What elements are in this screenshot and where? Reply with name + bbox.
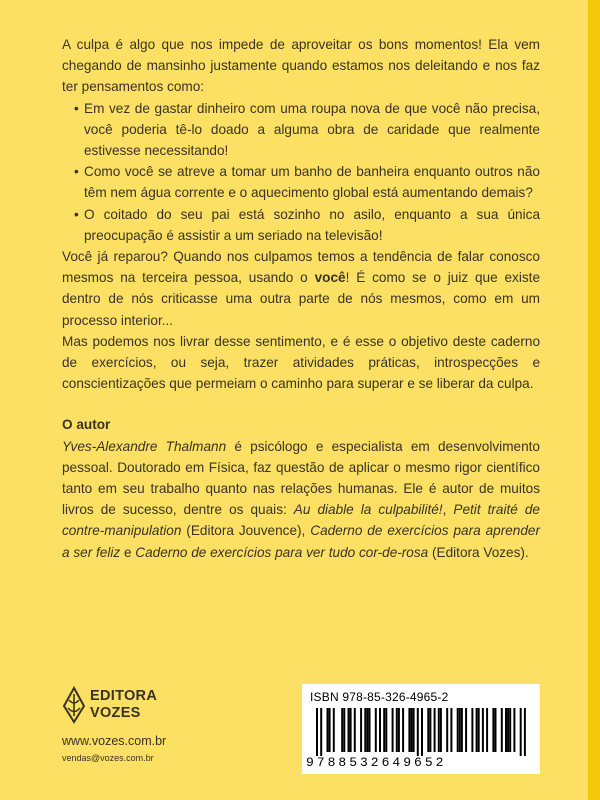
- publisher-logo-text: [90, 688, 157, 722]
- paragraph-2-start: Você já reparou? Quando nos culpamos temos a tendência de falar conosco mesmos na terceira pessoa, usando o: [62, 249, 540, 286]
- book-title-2: Petit traité de contre-manipulation: [62, 502, 540, 539]
- publisher-email: vendas@vozes.com.br: [62, 753, 154, 763]
- isbn-label: ISBN 978-85-326-4965-2: [310, 690, 449, 704]
- logo-line-2: VOZES: [90, 705, 141, 721]
- bullet-item-1: • Em vez de gastar dinheiro com uma roupa nova de que você não precisa, você poderia tê-lo doado a alguma obra de caridade que realmente estivesse necessitando!: [62, 98, 540, 162]
- author-name: Yves-Alexandre Thalmann: [62, 438, 227, 454]
- book-title-3: Caderno de exercícios para aprender a ser feliz: [62, 523, 540, 560]
- vozes-logo-icon: [62, 686, 86, 724]
- intro-paragraph: A culpa é algo que nos impede de aproveitar os bons momentos! Ela vem chegando de mansinho justamente quando estamos nos deleitando e nos faz ter pensamentos como:: [62, 37, 540, 95]
- right-edge-stripe: [588, 0, 600, 800]
- barcode-icon: [316, 708, 526, 756]
- barcode-digits: 9788532649652: [306, 755, 447, 770]
- conjunction: e: [120, 544, 136, 560]
- author-bio: [62, 436, 540, 563]
- paragraph-2: [62, 246, 540, 331]
- back-cover-text: [62, 34, 540, 563]
- publisher-logo: [62, 686, 202, 726]
- publisher-website: www.vozes.com.br: [62, 734, 167, 748]
- isbn-barcode-box: [302, 684, 540, 774]
- section-gap: [62, 394, 540, 414]
- paragraph-2-end: ! É como se o juiz que existe dentro de nós criticasse uma outra parte de nós mesmos, como em um processo interior...: [62, 270, 541, 328]
- author-bio-text: é psicólogo e especialista em desenvolvimento pessoal. Doutorado em Física, faz questão de aplicar o mesmo rigor científico tanto em seu trabalho quanto nas relações humanas. Ele é autor de muitos livros de sucesso, dentre os quais:: [62, 438, 540, 518]
- bullet-item-2: • Como você se atreve a tomar um banho de banheira enquanto outros não têm nem água corrente e o aquecimento global está aumentando demais?: [62, 161, 540, 203]
- publisher-note-2: (Editora Vozes).: [428, 544, 529, 560]
- book-title-1: Au diable la culpabilité!: [293, 502, 443, 518]
- logo-line-1: EDITORA: [90, 688, 158, 704]
- separator: ,: [442, 502, 454, 518]
- emphasis-voce: você: [314, 270, 346, 286]
- paragraph-3: Mas podemos nos livrar desse sentimento, e é esse o objetivo deste caderno de exercícios, ou seja, trazer atividades práticas, introspecções e conscientizações que permeiam o caminho para superar e se liberar da culpa.: [62, 333, 540, 392]
- bullet-item-3: • O coitado do seu pai está sozinho no asilo, enquanto a sua única preocupação é assistir a um seriado na televisão!: [62, 204, 540, 246]
- author-heading: O autor: [62, 417, 111, 433]
- book-title-4: Caderno de exercícios para ver tudo cor-de-rosa: [135, 544, 429, 560]
- publisher-note-1: (Editora Jouvence),: [181, 523, 311, 539]
